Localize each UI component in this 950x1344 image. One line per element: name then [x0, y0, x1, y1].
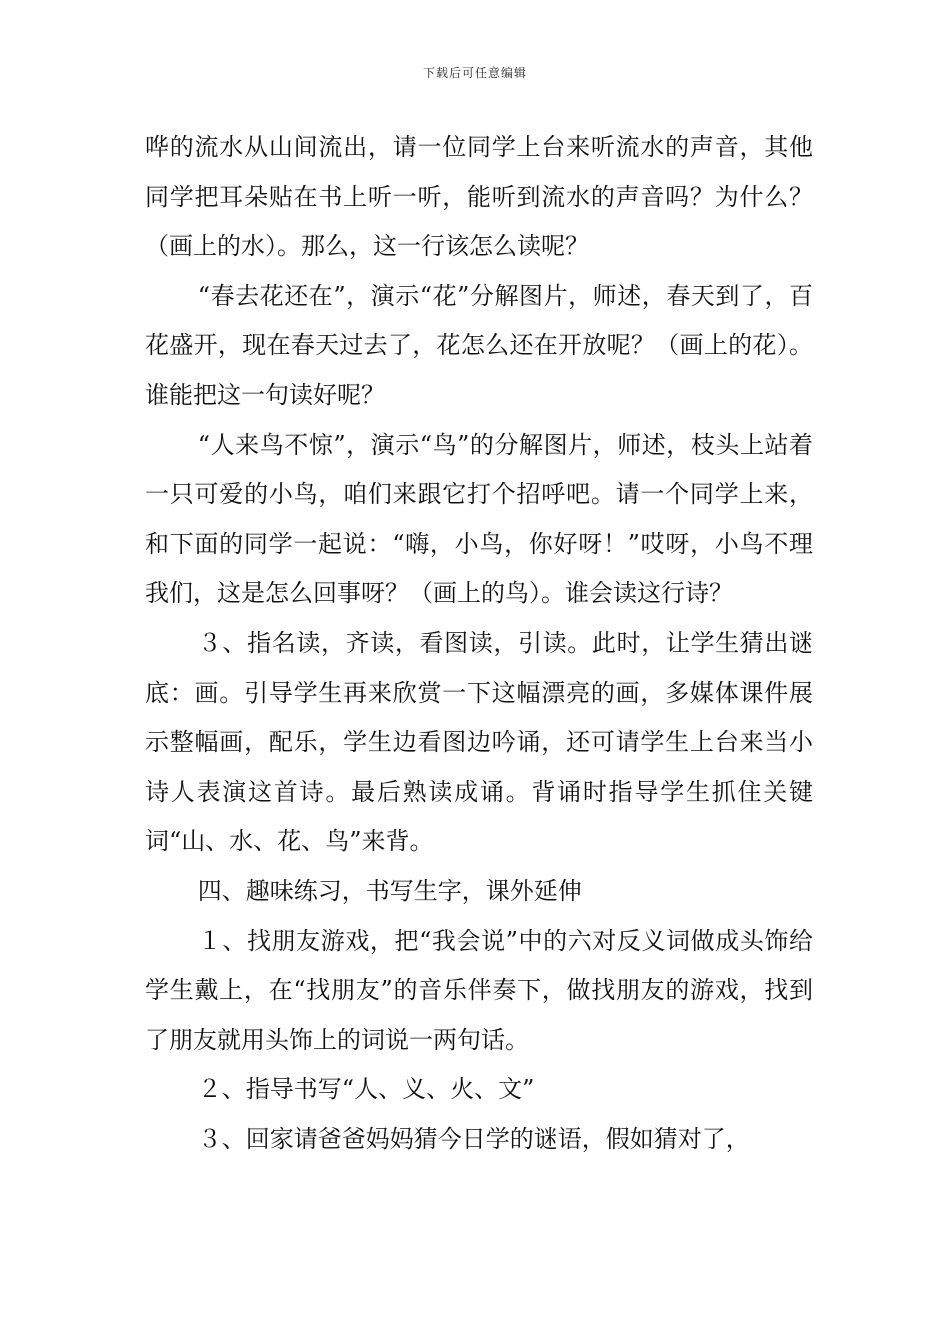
section-heading: 四、趣味练习，书写生字，课外延伸 [197, 876, 582, 905]
paragraph-3: “人来鸟不惊”，演示“鸟”的分解图片，师述，枝头上站着一只可爱的小鸟，咱们来跟它打个招呼吧。请一个同学上来，和下面的同学一起说：“嗨，小鸟，你好呀！”哎呀，小鸟不理我们，这是怎么回事呀？（画上的鸟）。谁会读这行诗？ [145, 430, 813, 608]
paragraph-8: ３、回家请爸爸妈妈猜今日学的谜语，假如猜对了， [197, 1124, 750, 1153]
document-body [145, 123, 813, 1164]
paragraph-4: ３、指名读，齐读，看图读，引读。此时，让学生猜出谜底：画。引导学生再来欣赏一下这幅漂亮的画，多媒体课件展示整幅画，配乐，学生边看图边吟诵，还可请学生上台来当小诗人表演这首诗。最后熟读成诵。背诵时指导学生抓住关键词“山、水、花、鸟”来背。 [145, 628, 813, 856]
paragraph-6: １、找朋友游戏，把“我会说”中的六对反义词做成头饰给学生戴上，在“找朋友”的音乐伴奏下，做找朋友的游戏，找到了朋友就用头饰上的词说一两句话。 [145, 926, 813, 1054]
paragraph-7: ２、指导书写“人、义、火、文” [197, 1075, 535, 1104]
page-header: 下载后可任意编辑 [422, 66, 527, 80]
paragraph-1: 哗的流水从山间流出，请一位同学上台来听流水的声音，其他同学把耳朵贴在书上听一听，能听到流水的声音吗？为什么？（画上的水）。那么，这一行该怎么读呢？ [145, 133, 813, 261]
paragraph-2: “春去花还在”，演示“花”分解图片，师述，春天到了，百花盛开，现在春天过去了，花怎么还在开放呢？（画上的花）。谁能把这一句读好呢？ [145, 281, 813, 409]
